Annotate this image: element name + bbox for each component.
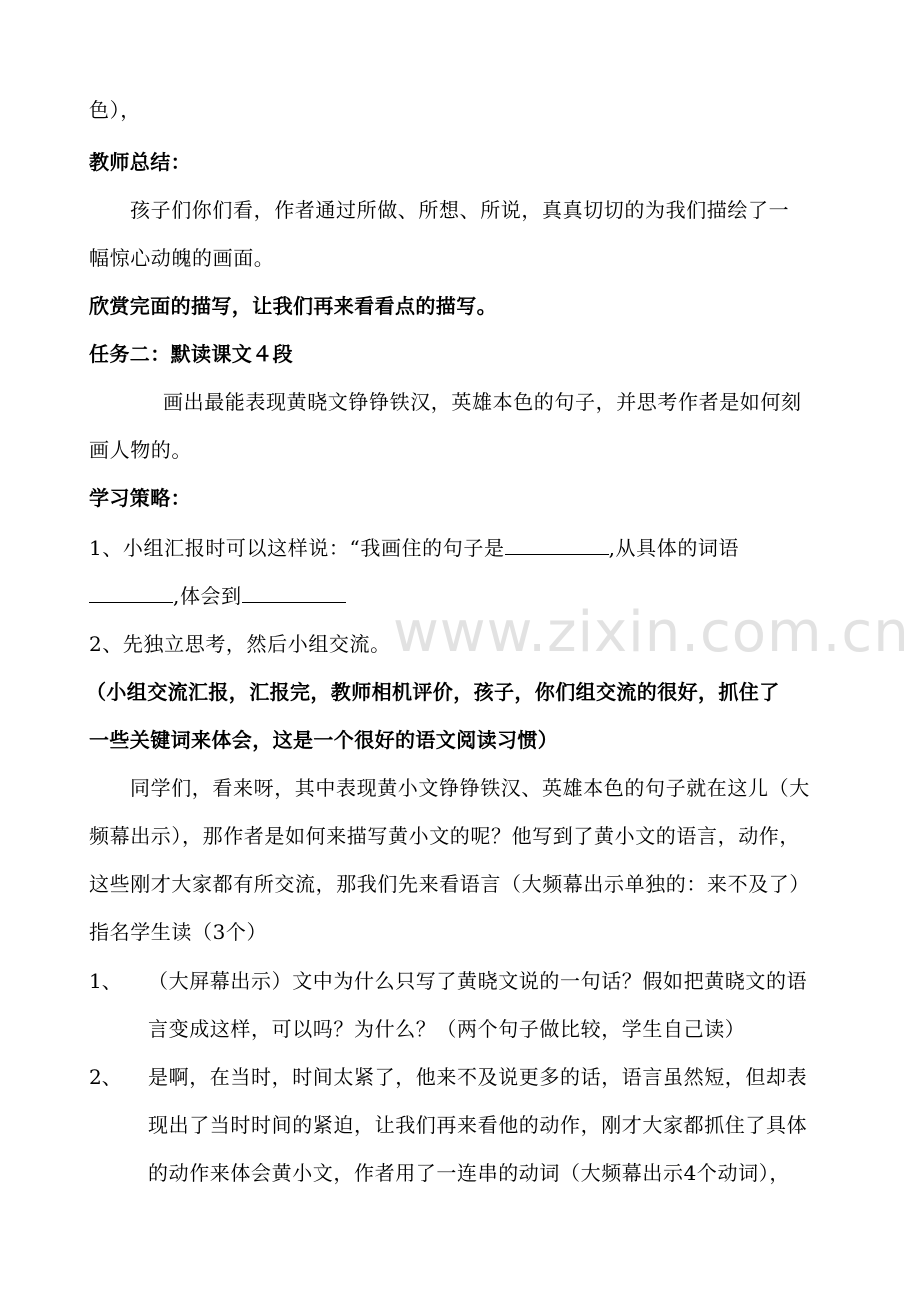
text-line-10 xyxy=(89,534,739,562)
heading-task-two: 任务二：默读课文４段 xyxy=(89,342,293,366)
text-line-10-a: 1、小组汇报时可以这样说：“我画住的句子是 xyxy=(89,536,505,560)
list-number-1: 1、 xyxy=(89,969,122,993)
heading-learning-strategy: 学习策略： xyxy=(89,486,191,510)
text-line-17: 这些刚才大家都有所交流，那我们先来看语言（大频幕出示单独的：来不及了） xyxy=(89,872,810,896)
text-line-3: 孩子们你们看，作者通过所做、所想、所说，真真切切的为我们描绘了一 xyxy=(130,198,790,222)
text-line-10-b: ,从具体的词语 xyxy=(608,536,740,560)
fill-blank-1[interactable] xyxy=(505,534,609,555)
bold-line-5: 欣赏完面的描写，让我们再来看看点的描写。 xyxy=(89,294,497,318)
list-number-2: 2、 xyxy=(89,1065,122,1089)
text-line-11 xyxy=(89,582,346,610)
text-line-8: 画人物的。 xyxy=(89,438,192,462)
text-line-18: 指名学生读（3个） xyxy=(89,920,268,944)
bold-line-13: （小组交流汇报，汇报完，教师相机评价，孩子，你们组交流的很好，抓住了 xyxy=(86,680,780,704)
text-line-23: 的动作来体会黄小文，作者用了一连串的动词（大频幕出示4个动词）， xyxy=(148,1161,790,1185)
text-line-11-b: ,体会到 xyxy=(173,584,242,608)
fill-blank-2[interactable] xyxy=(89,582,173,603)
text-line-4: 幅惊心动魄的画面。 xyxy=(89,246,275,270)
text-line-16: 频幕出示），那作者是如何来描写黄小文的呢？他写到了黄小文的语言，动作， xyxy=(89,824,800,848)
bold-line-14: 一些关键词来体会，这是一个很好的语文阅读习惯） xyxy=(89,728,559,752)
text-line-15: 同学们，看来呀，其中表现黄小文铮铮铁汉、英雄本色的句子就在这儿（大 xyxy=(130,776,810,800)
text-line-1: 色）， xyxy=(89,98,141,122)
text-line-21: 是啊，在当时，时间太紧了，他来不及说更多的话，语言虽然短，但却表 xyxy=(148,1065,808,1089)
fill-blank-3[interactable] xyxy=(242,582,346,603)
text-line-19: （大屏幕出示）文中为什么只写了黄晓文说的一句话？假如把黄晓文的语 xyxy=(148,969,808,993)
text-line-22: 现出了当时时间的紧迫，让我们再来看他的动作，刚才大家都抓住了具体 xyxy=(148,1113,808,1137)
text-line-12: 2、先独立思考，然后小组交流。 xyxy=(89,632,391,656)
text-line-7: 画出最能表现黄晓文铮铮铁汉，英雄本色的句子，并思考作者是如何刻 xyxy=(163,390,802,414)
heading-teacher-summary: 教师总结： xyxy=(89,150,191,174)
text-line-20: 言变成这样，可以吗？为什么？（两个句子做比较，学生自己读） xyxy=(148,1017,746,1041)
watermark: www.zixin.com.cn xyxy=(393,600,910,665)
